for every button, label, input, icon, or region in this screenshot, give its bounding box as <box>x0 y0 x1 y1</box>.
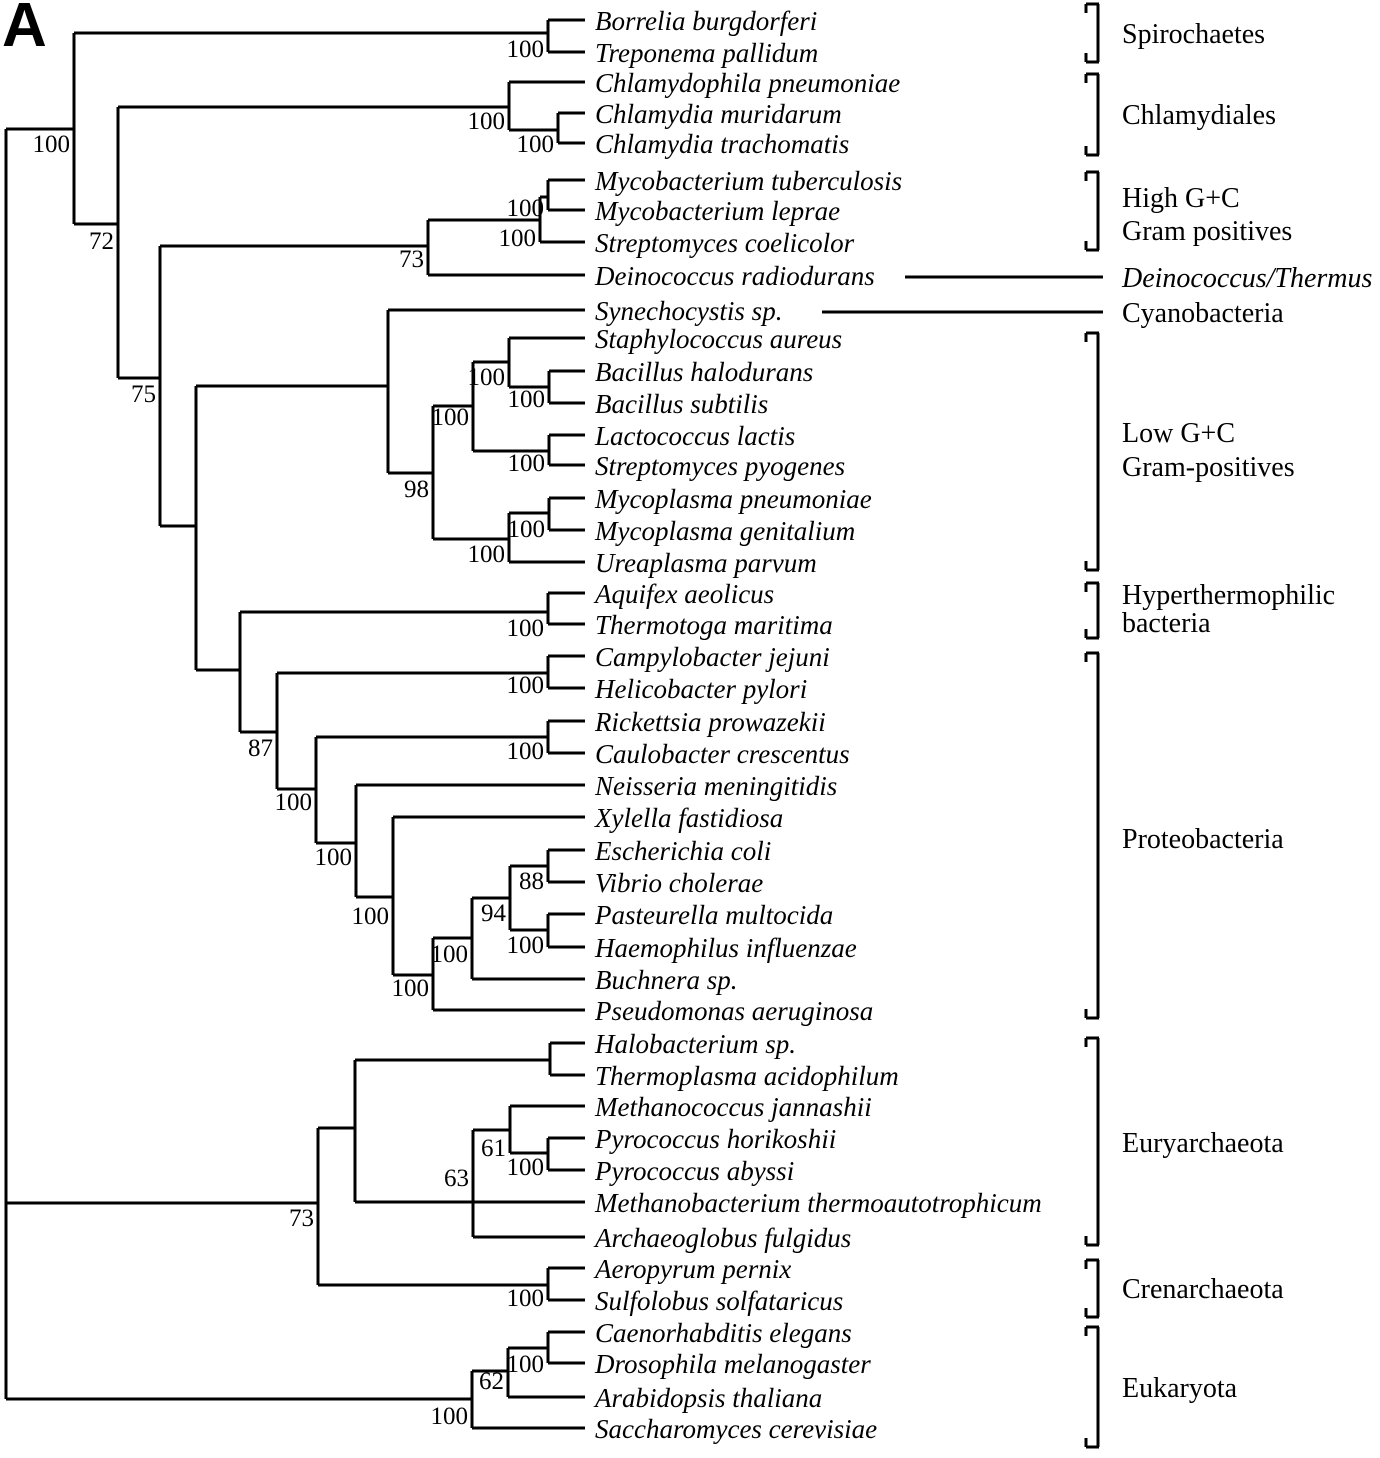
species-label: Sulfolobus solfataricus <box>595 1286 844 1316</box>
bootstrap-value: 100 <box>506 36 544 63</box>
species-label: Bacillus subtilis <box>595 389 769 419</box>
species-label: Deinococcus radiodurans <box>595 261 875 291</box>
bootstrap-value: 100 <box>274 789 312 816</box>
bootstrap-value: 100 <box>467 108 505 135</box>
species-label: Vibrio cholerae <box>595 868 764 898</box>
bootstrap-value: 100 <box>506 615 544 642</box>
bootstrap-value: 61 <box>481 1135 506 1162</box>
species-label: Xylella fastidiosa <box>595 803 784 833</box>
species-label: Pyrococcus abyssi <box>595 1156 795 1186</box>
bootstrap-value: 100 <box>507 386 545 413</box>
species-label: Neisseria meningitidis <box>595 771 838 801</box>
species-label: Arabidopsis thaliana <box>595 1383 823 1413</box>
species-label: Chlamydophila pneumoniae <box>595 68 901 98</box>
bootstrap-value: 100 <box>430 1403 468 1430</box>
bootstrap-value: 100 <box>516 131 554 158</box>
species-label: Mycoplasma genitalium <box>595 516 856 546</box>
bootstrap-value: 100 <box>431 404 469 431</box>
species-label: Helicobacter pylori <box>595 674 808 704</box>
bootstrap-value: 73 <box>289 1205 314 1232</box>
species-label: Mycobacterium leprae <box>595 196 841 226</box>
species-label: Bacillus halodurans <box>595 357 814 387</box>
bootstrap-value: 62 <box>479 1368 504 1395</box>
group-label-high-gc-gram-positives: Gram positives <box>1122 216 1293 247</box>
bootstrap-value: 100 <box>506 1154 544 1181</box>
bootstrap-value: 100 <box>498 225 536 252</box>
species-label: Archaeoglobus fulgidus <box>595 1223 852 1253</box>
species-label: Rickettsia prowazekii <box>595 707 826 737</box>
bootstrap-value: 75 <box>131 381 156 408</box>
bootstrap-value: 100 <box>467 541 505 568</box>
species-label: Thermoplasma acidophilum <box>595 1061 899 1091</box>
species-label: Chlamydia muridarum <box>595 99 842 129</box>
group-label-chlamydiales: Chlamydiales <box>1122 100 1276 131</box>
species-label: Chlamydia trachomatis <box>595 129 850 159</box>
species-label: Synechocystis sp. <box>595 296 783 326</box>
bootstrap-value: 73 <box>399 246 424 273</box>
group-label-proteobacteria: Proteobacteria <box>1122 824 1284 855</box>
group-label-eukaryota: Eukaryota <box>1122 1373 1238 1404</box>
bootstrap-value: 72 <box>89 228 114 255</box>
bootstrap-value: 100 <box>507 450 545 477</box>
group-label-hyperthermophilic-bacteria: bacteria <box>1122 608 1211 639</box>
group-label-low-gc-gram-positives: Gram-positives <box>1122 452 1295 483</box>
group-label-cyanobacteria: Cyanobacteria <box>1122 298 1284 329</box>
bootstrap-value: 94 <box>481 900 506 927</box>
species-label: Mycoplasma pneumoniae <box>595 484 872 514</box>
bootstrap-value: 100 <box>351 903 389 930</box>
species-label: Thermotoga maritima <box>595 610 833 640</box>
species-label: Pyrococcus horikoshii <box>595 1124 837 1154</box>
species-label: Methanococcus jannashii <box>595 1092 872 1122</box>
species-label: Buchnera sp. <box>595 965 738 995</box>
species-label: Methanobacterium thermoautotrophicum <box>595 1188 1042 1218</box>
species-label: Halobacterium sp. <box>595 1029 796 1059</box>
species-label: Drosophila melanogaster <box>595 1349 871 1379</box>
species-label: Aquifex aeolicus <box>595 579 775 609</box>
group-label-spirochaetes: Spirochaetes <box>1122 19 1266 50</box>
bootstrap-value: 100 <box>430 941 468 968</box>
bootstrap-value: 100 <box>467 364 505 391</box>
species-label: Saccharomyces cerevisiae <box>595 1414 878 1444</box>
group-label-deinococcus-thermus: Deinococcus/Thermus <box>1122 263 1373 294</box>
species-label: Borrelia burgdorferi <box>595 6 818 36</box>
species-label: Streptomyces coelicolor <box>595 228 855 258</box>
species-label: Aeropyrum pernix <box>595 1254 792 1284</box>
species-label: Campylobacter jejuni <box>595 642 830 672</box>
bootstrap-value: 87 <box>248 735 273 762</box>
species-label: Caulobacter crescentus <box>595 739 850 769</box>
bootstrap-value: 100 <box>506 932 544 959</box>
species-label: Haemophilus influenzae <box>595 933 857 963</box>
species-label: Treponema pallidum <box>595 38 819 68</box>
bootstrap-value: 63 <box>444 1165 469 1192</box>
bootstrap-value: 100 <box>506 195 544 222</box>
bootstrap-value: 100 <box>506 738 544 765</box>
species-label: Mycobacterium tuberculosis <box>595 166 903 196</box>
species-label: Escherichia coli <box>595 836 772 866</box>
bootstrap-value: 100 <box>507 516 545 543</box>
bootstrap-value: 88 <box>519 868 544 895</box>
group-label-high-gc-gram-positives: High G+C <box>1122 183 1240 214</box>
bootstrap-value: 100 <box>32 131 70 158</box>
group-label-euryarchaeota: Euryarchaeota <box>1122 1128 1284 1159</box>
group-label-crenarchaeota: Crenarchaeota <box>1122 1274 1284 1305</box>
species-label: Pasteurella multocida <box>595 900 834 930</box>
species-label: Streptomyces pyogenes <box>595 451 846 481</box>
bootstrap-value: 100 <box>506 672 544 699</box>
bootstrap-value: 100 <box>506 1351 544 1378</box>
species-label: Pseudomonas aeruginosa <box>595 996 874 1026</box>
species-label: Staphylococcus aureus <box>595 324 843 354</box>
group-label-low-gc-gram-positives: Low G+C <box>1122 418 1236 449</box>
bootstrap-value: 100 <box>314 844 352 871</box>
panel-label: A <box>2 0 47 60</box>
species-label: Caenorhabditis elegans <box>595 1318 852 1348</box>
bootstrap-value: 100 <box>506 1285 544 1312</box>
group-label-hyperthermophilic-bacteria: Hyperthermophilic <box>1122 580 1336 611</box>
species-label: Ureaplasma parvum <box>595 548 817 578</box>
species-label: Lactococcus lactis <box>595 421 796 451</box>
bootstrap-value: 98 <box>404 476 429 503</box>
bootstrap-value: 100 <box>391 975 429 1002</box>
